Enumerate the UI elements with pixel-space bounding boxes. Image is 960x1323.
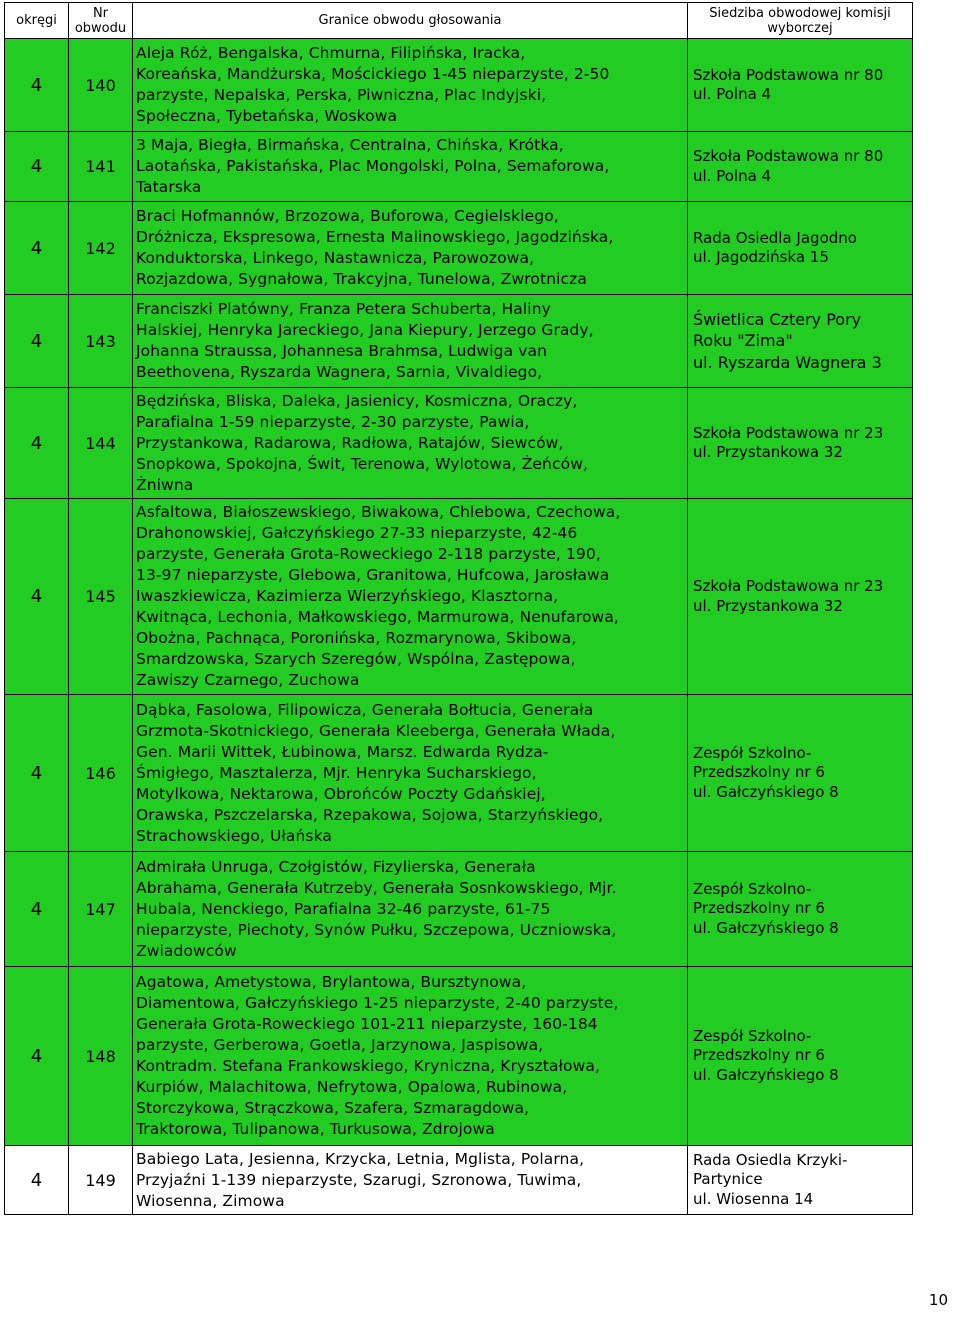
table-row	[5, 202, 913, 295]
obwod-number-cell: 141	[69, 132, 133, 202]
okreg-cell: 4	[5, 695, 69, 852]
table-row	[5, 39, 913, 132]
table-row	[5, 295, 913, 388]
okreg-cell: 4	[5, 1146, 69, 1215]
okreg-cell: 4	[5, 202, 69, 295]
header-siedziba	[688, 3, 913, 39]
boundaries-cell: Admirała Unruga, Czołgistów, Fizylierska, Generała Abrahama, Generała Kutrzeby, Generała Sosnkowskiego, Mjr. Hubala, Nenckiego, Parafialna 32-46 parzyste, 61-75 nieparzyste, Piechoty, Synów Pułku, Szczepowa, Uczniowska, Zwiadowców	[133, 852, 688, 967]
okreg-cell: 4	[5, 967, 69, 1146]
table-row	[5, 695, 913, 852]
okreg-cell: 4	[5, 388, 69, 499]
commission-seat-cell: Świetlica Cztery Pory Roku "Zima" ul. Ryszarda Wagnera 3	[688, 295, 913, 388]
okreg-cell: 4	[5, 132, 69, 202]
commission-seat-cell: Zespół Szkolno- Przedszkolny nr 6 ul. Gałczyńskiego 8	[688, 967, 913, 1146]
table-row	[5, 1146, 913, 1215]
table-row	[5, 132, 913, 202]
commission-seat-cell: Zespół Szkolno- Przedszkolny nr 6 ul. Gałczyńskiego 8	[688, 695, 913, 852]
boundaries-cell: Będzińska, Bliska, Daleka, Jasienicy, Kosmiczna, Oraczy, Parafialna 1-59 nieparzyste, 2-30 parzyste, Pawia, Przystankowa, Radarowa, Radłowa, Ratajów, Siewców, Snopkowa, Spokojna, Świt, Terenowa, Wylotowa, Żeńców, Żniwna	[133, 388, 688, 499]
obwod-number-cell: 148	[69, 967, 133, 1146]
header-okregi: okręgi	[5, 3, 69, 39]
boundaries-cell: Babiego Lata, Jesienna, Krzycka, Letnia, Mglista, Polarna, Przyjaźni 1-139 nieparzyste, Szarugi, Szronowa, Tuwima, Wiosenna, Zimowa	[133, 1146, 688, 1215]
commission-seat-cell: Zespół Szkolno- Przedszkolny nr 6 ul. Gałczyńskiego 8	[688, 852, 913, 967]
obwod-number-cell: 147	[69, 852, 133, 967]
obwod-number-cell: 142	[69, 202, 133, 295]
boundaries-cell: Asfaltowa, Białoszewskiego, Biwakowa, Chlebowa, Czechowa, Drahonowskiej, Gałczyńskiego 27-33 nieparzyste, 42-46 parzyste, Generała Grota-Roweckiego 2-118 parzyste, 190, 13-97 nieparzyste, Glebowa, Granitowa, Hufcowa, Jarosława Iwaszkiewicza, Kazimierza Wierzyńskiego, Klasztorna, Kwitnąca, Lechonia, Małkowskiego, Marmurowa, Nenufarowa, Obożna, Pachnąca, Poronińska, Rozmarynowa, Skibowa, Smardzowska, Szarych Szeregów, Wspólna, Zastępowa, Zawiszy Czarnego, Zuchowa	[133, 499, 688, 695]
boundaries-cell: Braci Hofmannów, Brzozowa, Buforowa, Cegielskiego, Dróżnicza, Ekspresowa, Ernesta Malinowskiego, Jagodzińska, Konduktorska, Linkego, Nastawnicza, Parowozowa, Rozjazdowa, Sygnałowa, Trakcyjna, Tunelowa, Zwrotnicza	[133, 202, 688, 295]
obwod-number-cell: 149	[69, 1146, 133, 1215]
boundaries-cell: Dąbka, Fasolowa, Filipowicza, Generała Bołtucia, Generała Grzmota-Skotnickiego, Generała Kleeberga, Generała Włada, Gen. Marii Wittek, Łubinowa, Marsz. Edwarda Rydza- Śmigłego, Masztalerza, Mjr. Henryka Sucharskiego, Motylkowa, Nektarowa, Obrońców Poczty Gdańskiej, Orawska, Pszczelarska, Rzepakowa, Sojowa, Starzyńskiego, Strachowskiego, Ułańska	[133, 695, 688, 852]
header-siedziba-text: Siedziba obwodowej komisji wyborczej	[709, 5, 891, 36]
obwod-number-cell: 146	[69, 695, 133, 852]
boundaries-cell: Franciszki Platówny, Franza Petera Schuberta, Haliny Halskiej, Henryka Jareckiego, Jana Kiepury, Jerzego Grady, Johanna Straussa, Johannesa Brahmsa, Ludwiga van Beethovena, Ryszarda Wagnera, Sarnia, Vivaldiego,	[133, 295, 688, 388]
okreg-cell: 4	[5, 499, 69, 695]
boundaries-cell: 3 Maja, Biegła, Birmańska, Centralna, Chińska, Krótka, Laotańska, Pakistańska, Plac Mongolski, Polna, Semaforowa, Tatarska	[133, 132, 688, 202]
header-granice: Granice obwodu głosowania	[133, 3, 688, 39]
table-row	[5, 499, 913, 695]
header-nr-obwodu	[69, 3, 133, 39]
obwod-number-cell: 144	[69, 388, 133, 499]
districts-table	[4, 2, 913, 1215]
table-row	[5, 852, 913, 967]
okreg-cell: 4	[5, 852, 69, 967]
commission-seat-cell: Rada Osiedla Krzyki- Partynice ul. Wiosenna 14	[688, 1146, 913, 1215]
okreg-cell: 4	[5, 295, 69, 388]
obwod-number-cell: 143	[69, 295, 133, 388]
commission-seat-cell: Szkoła Podstawowa nr 80 ul. Polna 4	[688, 132, 913, 202]
okreg-cell: 4	[5, 39, 69, 132]
commission-seat-cell: Szkoła Podstawowa nr 80 ul. Polna 4	[688, 39, 913, 132]
page-number: 10	[928, 1291, 948, 1309]
obwod-number-cell: 140	[69, 39, 133, 132]
obwod-number-cell: 145	[69, 499, 133, 695]
table-row	[5, 967, 913, 1146]
header-row	[5, 3, 913, 39]
boundaries-cell: Aleja Róż, Bengalska, Chmurna, Filipińska, Iracka, Koreańska, Mandżurska, Mościckiego 1-45 nieparzyste, 2-50 parzyste, Nepalska, Perska, Piwniczna, Plac Indyjski, Społeczna, Tybetańska, Woskowa	[133, 39, 688, 132]
table-row	[5, 388, 913, 499]
commission-seat-cell: Szkoła Podstawowa nr 23 ul. Przystankowa 32	[688, 388, 913, 499]
commission-seat-cell: Rada Osiedla Jagodno ul. Jagodzińska 15	[688, 202, 913, 295]
boundaries-cell: Agatowa, Ametystowa, Brylantowa, Bursztynowa, Diamentowa, Gałczyńskiego 1-25 nieparzyste, 2-40 parzyste, Generała Grota-Roweckiego 101-211 nieparzyste, 160-184 parzyste, Gerberowa, Goetla, Jarzynowa, Jaspisowa, Kontradm. Stefana Frankowskiego, Kryniczna, Kryształowa, Kurpiów, Malachitowa, Nefrytowa, Opalowa, Rubinowa, Storczykowa, Strączkowa, Szafera, Szmaragdowa, Traktorowa, Tulipanowa, Turkusowa, Zdrojowa	[133, 967, 688, 1146]
commission-seat-cell: Szkoła Podstawowa nr 23 ul. Przystankowa 32	[688, 499, 913, 695]
header-nr-obwodu-text: Nr obwodu	[74, 5, 127, 36]
